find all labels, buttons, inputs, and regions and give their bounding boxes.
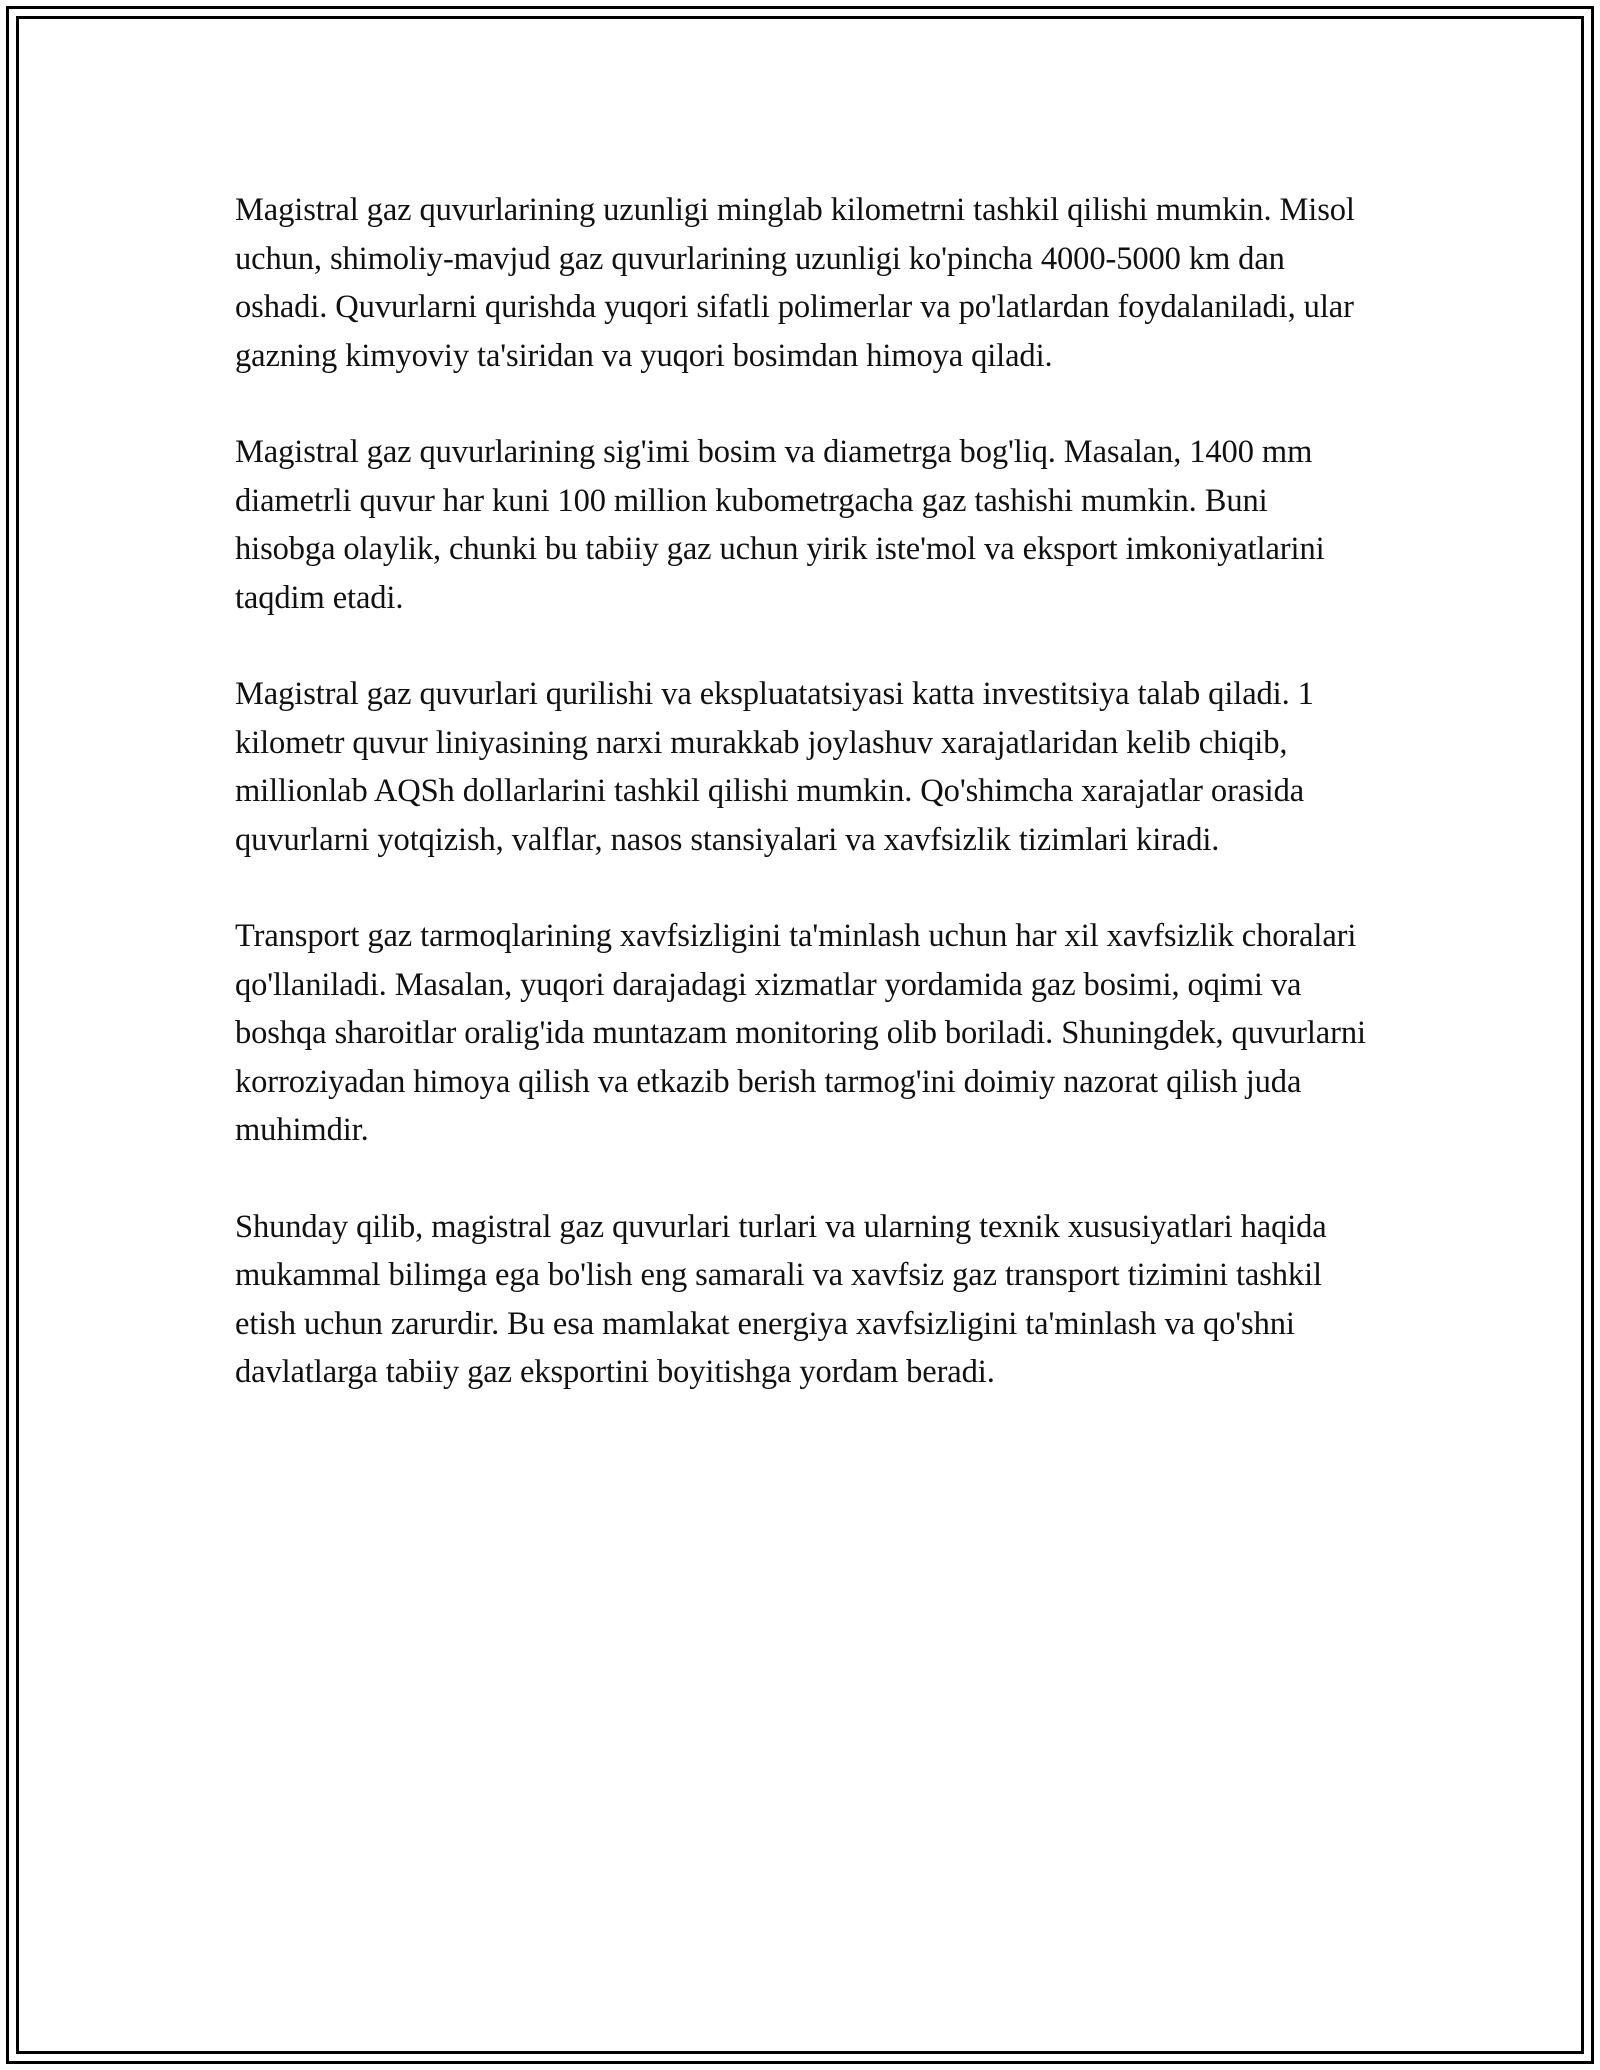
paragraph-2: Magistral gaz quvurlarining sig'imi bosim va diametrga bog'liq. Masalan, 1400 mm diametrli quvur har kuni 100 million kubometrgacha gaz tashishi mumkin. Buni hisobga olaylik, chunki bu tabiiy gaz uchun yirik iste'mol va eksport imkoniyatlarini taqdim etadi. <box>235 434 1325 616</box>
paragraph-5: Shunday qilib, magistral gaz quvurlari turlari va ularning texnik xususiyatlari haqida mukammal bilimga ega bo'lish eng samarali va xavfsiz gaz transport tizimini tashkil etish uchun zarurdir. Bu esa mamlakat energiya xavfsizligini ta'minlash va qo'shni davlatlarga tabiiy gaz eksportini boyitishga yordam beradi. <box>235 1208 1327 1390</box>
paragraph-3: Magistral gaz quvurlari qurilishi va ekspluatatsiyasi katta investitsiya talab qiladi. 1 kilometr quvur liniyasining narxi murakkab joylashuv xarajatlaridan kelib chiqib, millionlab AQSh dollarlarini tashkil qilishi mumkin. Qo'shimcha xarajatlar orasida quvurlarni yotqizish, valflar, nasos stansiyalari va xavfsizlik tizimlari kiradi. <box>235 676 1314 858</box>
paragraph-1: Magistral gaz quvurlarining uzunligi minglab kilometrni tashkil qilishi mumkin. Misol uchun, shimoliy-mavjud gaz quvurlarining uzunligi ko'pincha 4000-5000 km dan oshadi. Quvurlarni qurishda yuqori sifatli polimerlar va po'latlardan foydalaniladi, ular gazning kimyoviy ta'siridan va yuqori bosimdan himoya qiladi. <box>235 192 1355 374</box>
document-body <box>235 186 1375 1445</box>
paragraph-4: Transport gaz tarmoqlarining xavfsizligini ta'minlash uchun har xil xavfsizlik choralari qo'llaniladi. Masalan, yuqori darajadagi xizmatlar yordamida gaz bosimi, oqimi va boshqa sharoitlar oralig'ida muntazam monitoring olib boriladi. Shuningdek, quvurlarni korroziyadan himoya qilish va etkazib berish tarmog'ini doimiy nazorat qilish juda muhimdir. <box>235 918 1366 1148</box>
